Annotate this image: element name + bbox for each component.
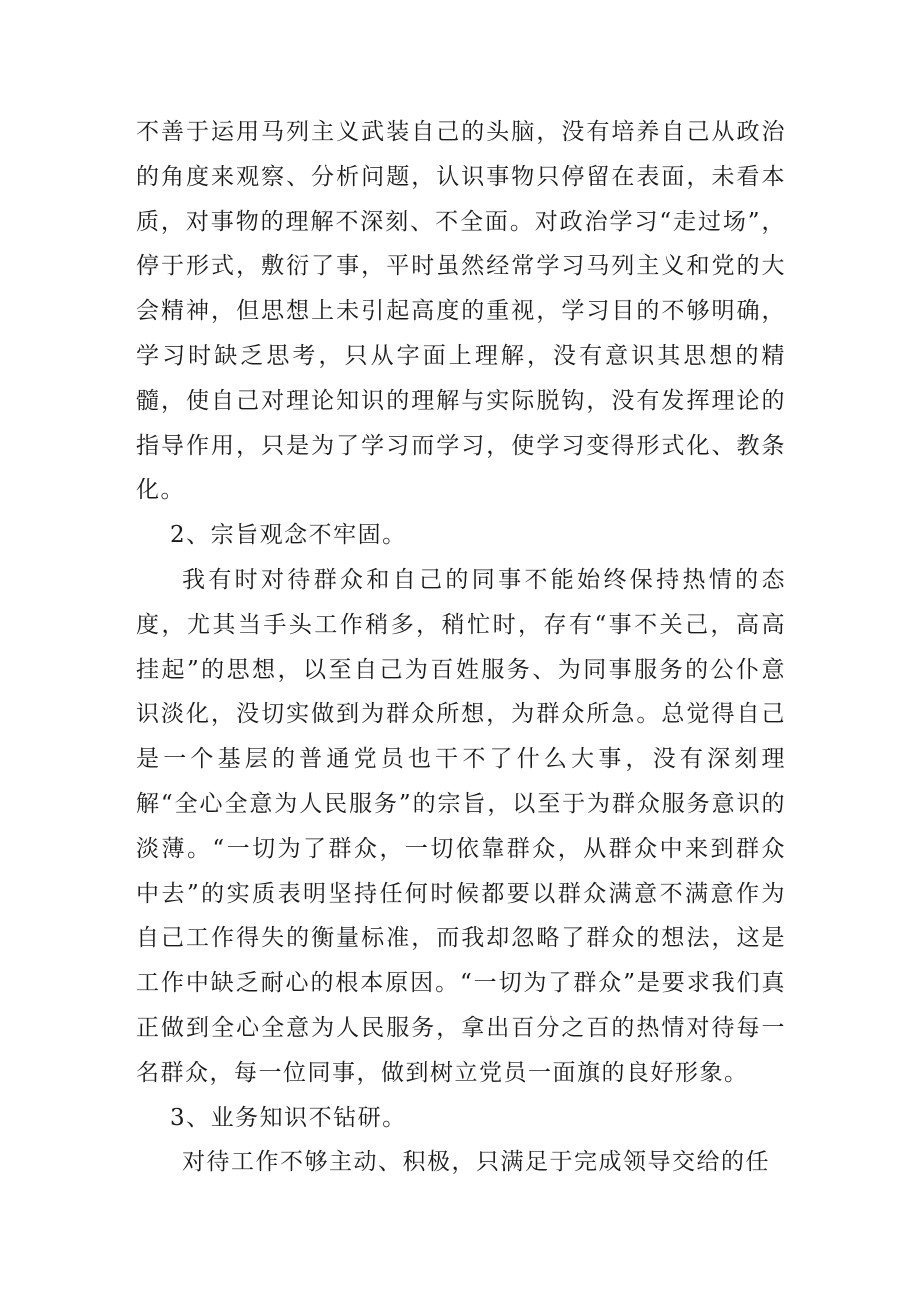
paragraph-business-knowledge: 对待工作不够主动、积极，只满足于完成领导交给的任 <box>182 1149 770 1176</box>
paragraph-purpose-concept: 我有时对待群众和自己的同事不能始终保持热情的态度，尤其当手头工作稍多，稍忙时，存有“事不关己，高高挂起”的思想，以至自己为百姓服务、为同事服务的公仆意识淡化，没切实做到为群众所想，为群众所急。总觉得自己是一个基层的普通党员也干不了什么大事，没有深刻理解“全心全意为人民服务”的宗旨，以至于为群众服务意识的淡薄。“一切为了群众，一切依靠群众，从群众中来到群众中去”的实质表明坚持任何时候都要以群众满意不满意作为自己工作得失的衡量标准，而我却忽略了群众的想法，这是工作中缺乏耐心的根本原因。“一切为了群众”是要求我们真正做到全心全意为人民服务，拿出百分之百的热情对待每一名群众，每一位同事，做到树立党员一面旗的良好形象。 <box>136 566 786 1086</box>
document-body <box>136 110 786 1185</box>
section-heading-3: 3、业务知识不钻研。 <box>170 1104 407 1131</box>
paragraph-theory-study: 不善于运用马列主义武装自己的头脑，没有培养自己从政治的角度来观察、分析问题，认识事物只停留在表面，未看本质，对事物的理解不深刻、不全面。对政治学习“走过场”，停于形式，敷衍了事，平时虽然经常学习马列主义和党的大会精神，但思想上未引起高度的重视，学习目的不够明确，学习时缺乏思考，只从字面上理解，没有意识其思想的精髓，使自己对理论知识的理解与实际脱钩，没有发挥理论的指导作用，只是为了学习而学习，使学习变得形式化、教条化。 <box>136 119 786 504</box>
section-heading-2: 2、宗旨观念不牢固。 <box>170 522 407 549</box>
